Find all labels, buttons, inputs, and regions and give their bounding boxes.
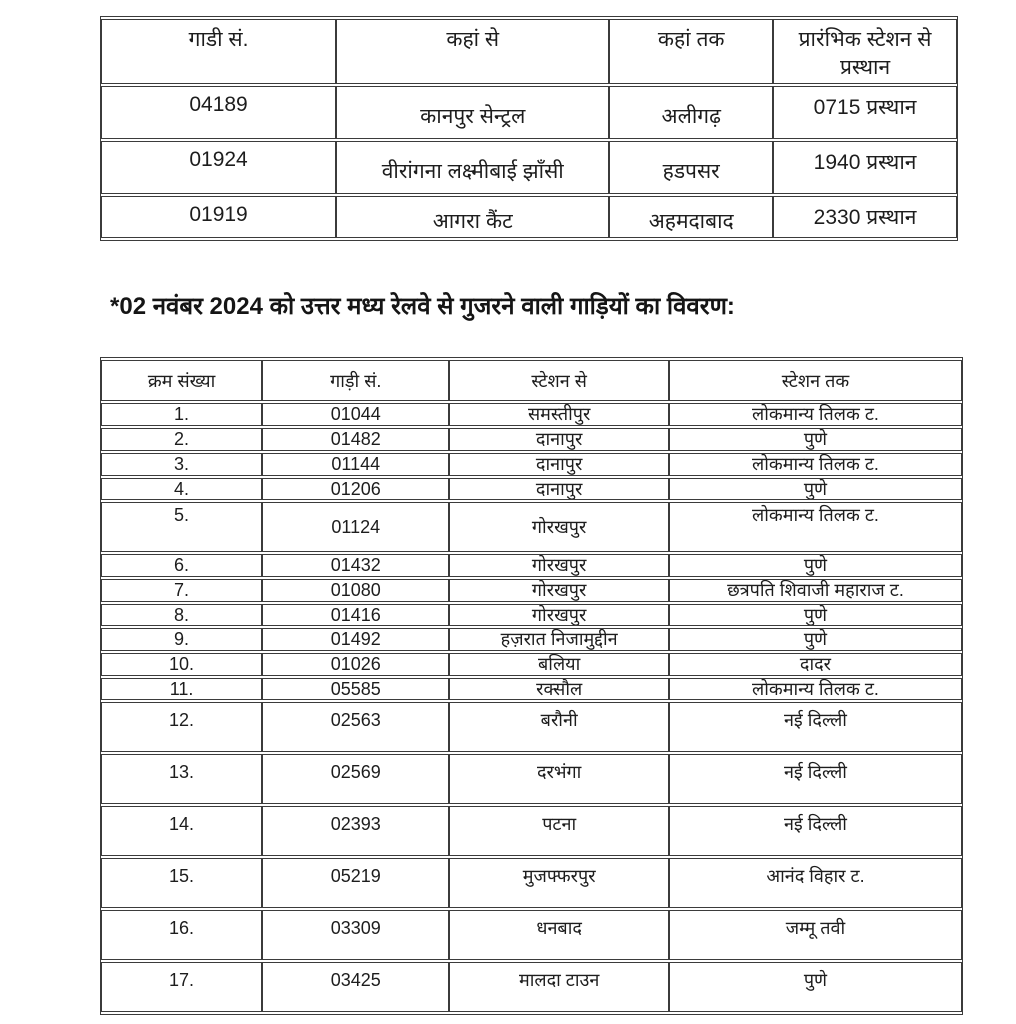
table-cell: धनबाद: [449, 910, 669, 960]
table-row: [101, 403, 962, 426]
table-cell: पुणे: [669, 962, 962, 1012]
table-cell: 05219: [262, 858, 449, 908]
table-row: [101, 453, 962, 476]
table-cell: 2.: [101, 428, 262, 451]
table-row: [101, 604, 962, 627]
table-cell: दानापुर: [449, 453, 669, 476]
table-cell: पुणे: [669, 478, 962, 501]
departure-table-head: [101, 19, 957, 84]
table-row: [101, 554, 962, 577]
table-cell: आगरा कैंट: [336, 196, 609, 238]
table-cell: लोकमान्य तिलक ट.: [669, 453, 962, 476]
table-cell: छत्रपति शिवाजी महाराज ट.: [669, 579, 962, 602]
table-row: [101, 86, 957, 139]
table-cell: 01026: [262, 653, 449, 676]
table-cell: जम्मू तवी: [669, 910, 962, 960]
table-cell: 1940 प्रस्थान: [773, 141, 957, 194]
table-cell: लोकमान्य तिलक ट.: [669, 403, 962, 426]
table-cell: 1.: [101, 403, 262, 426]
table-cell: वीरांगना लक्ष्मीबाई झाँसी: [336, 141, 609, 194]
table-cell: पुणे: [669, 554, 962, 577]
table-cell: पुणे: [669, 428, 962, 451]
table-cell: 0715 प्रस्थान: [773, 86, 957, 139]
table-cell: गोरखपुर: [449, 579, 669, 602]
table-cell: अलीगढ़: [609, 86, 773, 139]
table-cell: दरभंगा: [449, 754, 669, 804]
table-cell: लोकमान्य तिलक ट.: [669, 678, 962, 701]
section-heading: *02 नवंबर 2024 को उत्तर मध्य रेलवे से गुजरने वाली गाड़ियों का विवरण:: [110, 292, 735, 320]
column-header: गाड़ी सं.: [262, 360, 449, 401]
departure-table: [100, 16, 958, 241]
table-row: [101, 910, 962, 960]
table-cell: 03425: [262, 962, 449, 1012]
column-header: कहां तक: [609, 19, 773, 84]
table-cell: गोरखपुर: [449, 554, 669, 577]
table-cell: 2330 प्रस्थान: [773, 196, 957, 238]
table-cell: 17.: [101, 962, 262, 1012]
table-cell: 6.: [101, 554, 262, 577]
table-cell: 01482: [262, 428, 449, 451]
table-row: [101, 141, 957, 194]
table-cell: 01144: [262, 453, 449, 476]
table-row: [101, 428, 962, 451]
table-cell: लोकमान्य तिलक ट.: [669, 502, 962, 552]
table-cell: 02569: [262, 754, 449, 804]
table-cell: 8.: [101, 604, 262, 627]
table-row: [101, 579, 962, 602]
column-header: स्टेशन तक: [669, 360, 962, 401]
table-cell: बलिया: [449, 653, 669, 676]
departure-table-body: [101, 86, 957, 238]
table-cell: 02393: [262, 806, 449, 856]
table-cell: 7.: [101, 579, 262, 602]
table-cell: 4.: [101, 478, 262, 501]
table-cell: गोरखपुर: [449, 604, 669, 627]
table-cell: 01124: [262, 502, 449, 552]
table-cell: गोरखपुर: [449, 502, 669, 552]
table-cell: 3.: [101, 453, 262, 476]
table-cell: आनंद विहार ट.: [669, 858, 962, 908]
table-cell: 02563: [262, 702, 449, 752]
table-cell: 01432: [262, 554, 449, 577]
table-cell: नई दिल्ली: [669, 754, 962, 804]
table-row: [101, 962, 962, 1012]
passing-trains-table: [100, 357, 963, 1015]
table-row: [101, 502, 962, 552]
table-cell: हडपसर: [609, 141, 773, 194]
table-cell: 12.: [101, 702, 262, 752]
table-cell: 01080: [262, 579, 449, 602]
table-cell: 5.: [101, 502, 262, 552]
table-cell: 15.: [101, 858, 262, 908]
table-cell: 14.: [101, 806, 262, 856]
table-cell: 01492: [262, 628, 449, 651]
column-header: क्रम संख्या: [101, 360, 262, 401]
table-cell: नई दिल्ली: [669, 702, 962, 752]
table-cell: 13.: [101, 754, 262, 804]
table-cell: रक्सौल: [449, 678, 669, 701]
table-cell: 11.: [101, 678, 262, 701]
table-cell: 04189: [101, 86, 336, 139]
table-cell: पुणे: [669, 628, 962, 651]
table-cell: मालदा टाउन: [449, 962, 669, 1012]
table-row: [101, 628, 962, 651]
table-cell: 16.: [101, 910, 262, 960]
passing-trains-table-body: [101, 403, 962, 1012]
table-cell: 01206: [262, 478, 449, 501]
table-cell: समस्तीपुर: [449, 403, 669, 426]
table-cell: 01924: [101, 141, 336, 194]
table-cell: 01044: [262, 403, 449, 426]
table-cell: पटना: [449, 806, 669, 856]
passing-trains-table-head: [101, 360, 962, 401]
table-row: [101, 806, 962, 856]
table-cell: हज़रात निजामुद्दीन: [449, 628, 669, 651]
column-header: स्टेशन से: [449, 360, 669, 401]
table-cell: कानपुर सेन्ट्रल: [336, 86, 609, 139]
header-row: [101, 360, 962, 401]
table-cell: 10.: [101, 653, 262, 676]
table-cell: 03309: [262, 910, 449, 960]
table-cell: 01919: [101, 196, 336, 238]
column-header: गाडी सं.: [101, 19, 336, 84]
table-row: [101, 678, 962, 701]
table-cell: 9.: [101, 628, 262, 651]
column-header: कहां से: [336, 19, 609, 84]
table-cell: बरौनी: [449, 702, 669, 752]
table-cell: दानापुर: [449, 478, 669, 501]
table-row: [101, 858, 962, 908]
table-cell: 05585: [262, 678, 449, 701]
table-row: [101, 653, 962, 676]
table-row: [101, 702, 962, 752]
column-header: प्रारंभिक स्टेशन से प्रस्थान: [773, 19, 957, 84]
table-cell: पुणे: [669, 604, 962, 627]
table-row: [101, 196, 957, 238]
table-cell: 01416: [262, 604, 449, 627]
table-row: [101, 754, 962, 804]
table-cell: दादर: [669, 653, 962, 676]
table-cell: अहमदाबाद: [609, 196, 773, 238]
table-cell: दानापुर: [449, 428, 669, 451]
table-cell: मुजफ्फरपुर: [449, 858, 669, 908]
header-row: [101, 19, 957, 84]
table-row: [101, 478, 962, 501]
table-cell: नई दिल्ली: [669, 806, 962, 856]
